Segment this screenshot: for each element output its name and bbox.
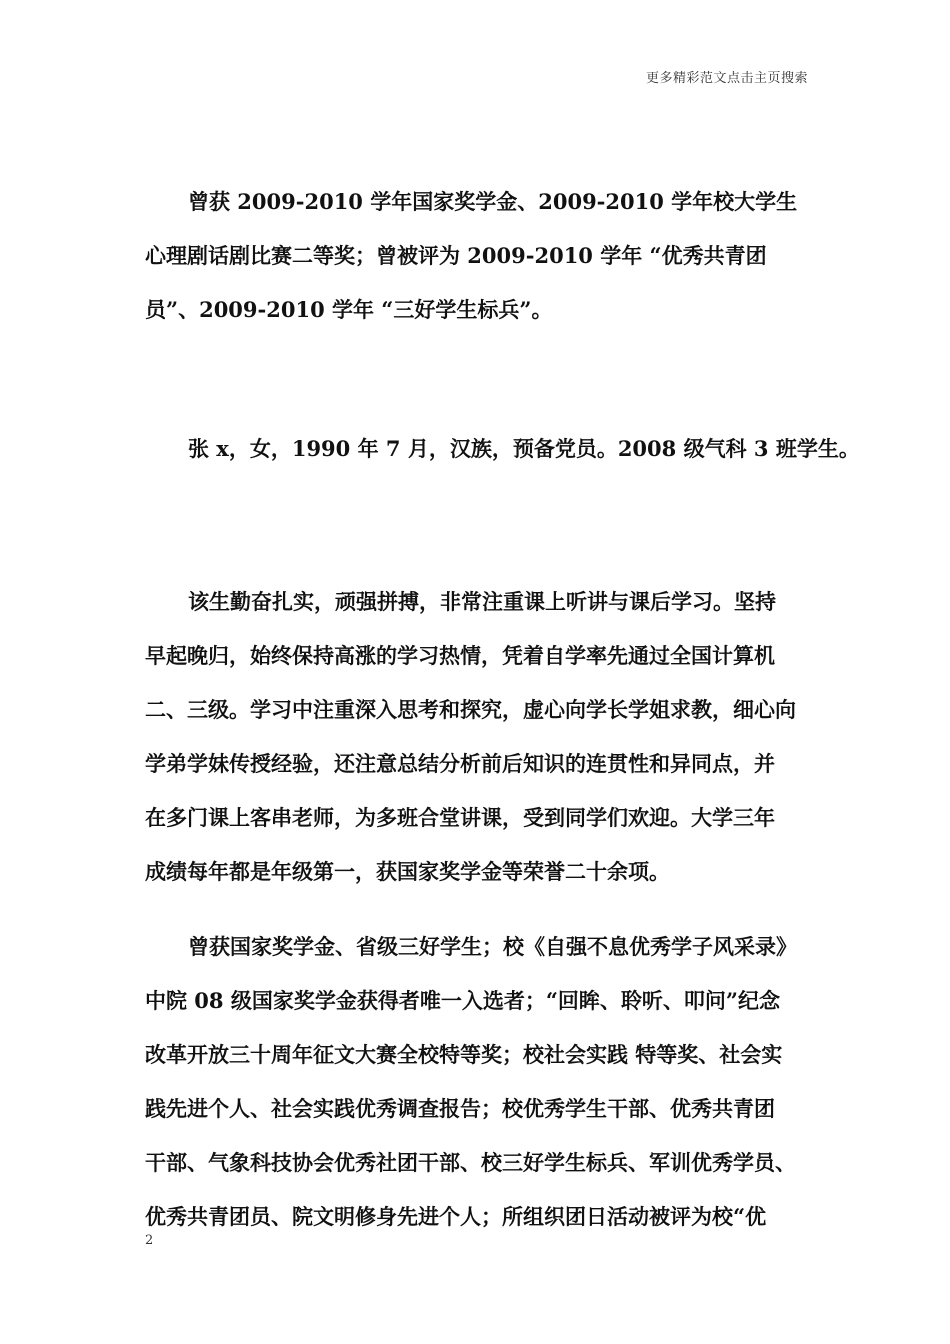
paragraph-line: 二、三级。学习中注重深入思考和探究，虚心向学长学姐求教，细心向 [145, 697, 796, 722]
paragraph-line: 张 x，女，1990 年 7 月，汉族，预备党员。2008 级气科 3 班学生。 [188, 436, 860, 461]
paragraph-line: 曾获国家奖学金、省级三好学生；校《自强不息优秀学子风采录》 [188, 934, 797, 959]
paragraph-line: 优秀共青团员、院文明修身先进个人；所组织团日活动被评为校“优 [145, 1204, 767, 1229]
paragraph-awards-2 [145, 920, 815, 1244]
paragraph-line: 践先进个人、社会实践优秀调查报告；校优秀学生干部、优秀共青团 [145, 1096, 775, 1121]
paragraph-profile [145, 422, 860, 476]
paragraph-line: 曾获 2009-2010 学年国家奖学金、2009-2010 学年校大学生 [188, 189, 798, 214]
paragraph-awards-1 [145, 175, 815, 337]
paragraph-line: 在多门课上客串老师，为多班合堂讲课，受到同学们欢迎。大学三年 [145, 805, 775, 830]
paragraph-line: 中院 08 级国家奖学金获得者唯一入选者；“回眸、聆听、叩问”纪念 [145, 988, 781, 1013]
page-header: 更多精彩范文点击主页搜索 [645, 71, 808, 86]
paragraph-line: 心理剧话剧比赛二等奖；曾被评为 2009-2010 学年 “优秀共青团 [145, 243, 767, 268]
paragraph-line: 改革开放三十周年征文大赛全校特等奖；校社会实践 特等奖、社会实 [145, 1042, 783, 1067]
paragraph-description [145, 575, 815, 899]
paragraph-line: 成绩每年都是年级第一，获国家奖学金等荣誉二十余项。 [145, 859, 670, 884]
paragraph-line: 该生勤奋扎实，顽强拼搏，非常注重课上听讲与课后学习。坚持 [188, 589, 776, 614]
paragraph-line: 学弟学妹传授经验，还注意总结分析前后知识的连贯性和异同点，并 [145, 751, 775, 776]
paragraph-line: 早起晚归，始终保持高涨的学习热情，凭着自学率先通过全国计算机 [145, 643, 775, 668]
paragraph-line: 员”、2009-2010 学年 “三好学生标兵”。 [145, 297, 553, 322]
paragraph-line: 干部、气象科技协会优秀社团干部、校三好学生标兵、军训优秀学员、 [145, 1150, 796, 1175]
page-number: 2 [145, 1233, 154, 1248]
